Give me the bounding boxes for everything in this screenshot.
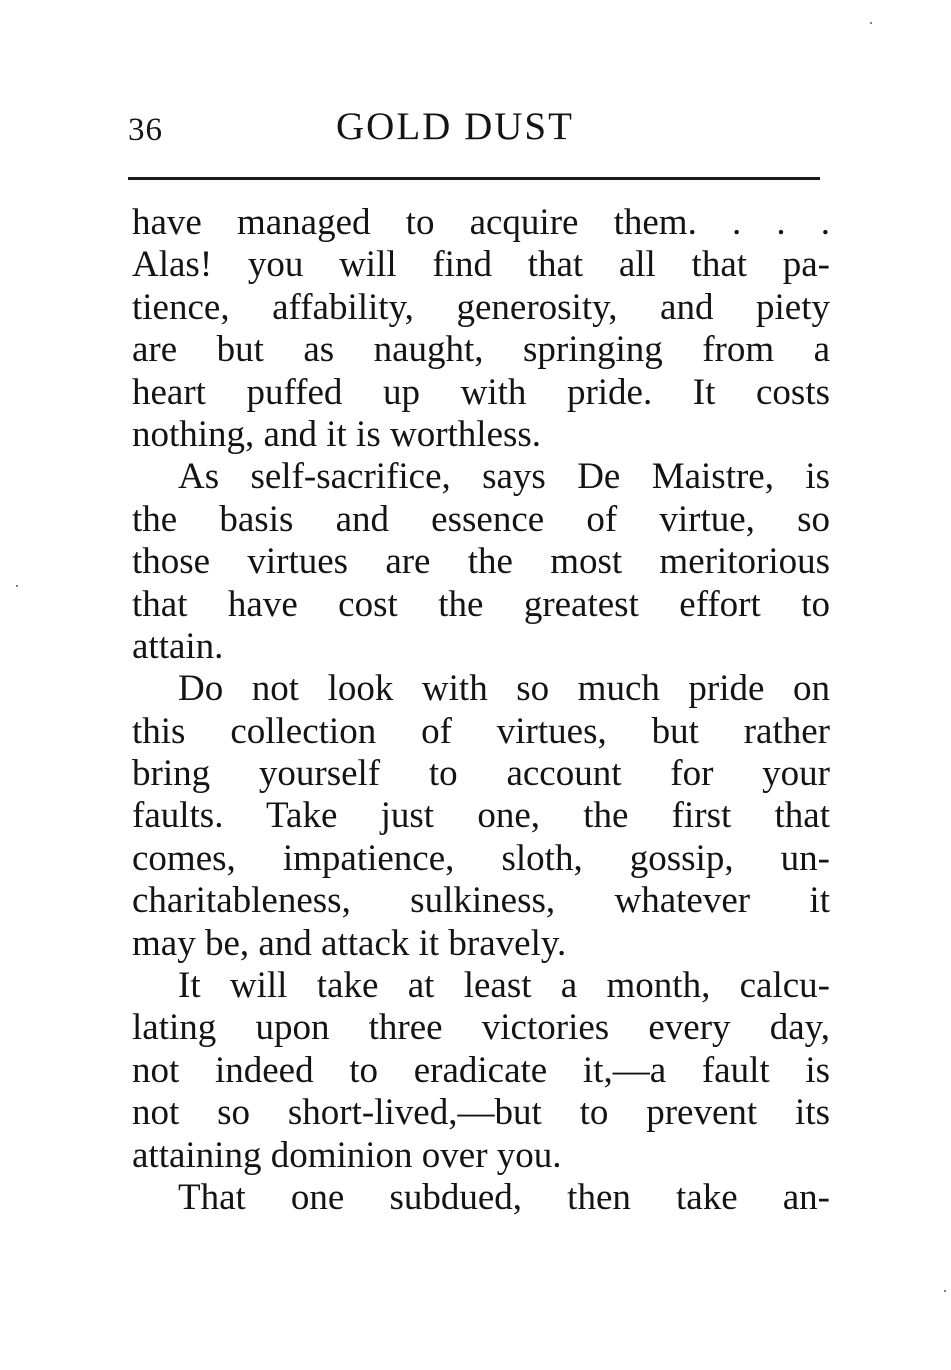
text-line: the basis and essence of virtue, so <box>132 498 830 540</box>
text-line: attaining dominion over you. <box>132 1134 562 1176</box>
text-line: Do not look with so much pride on <box>178 668 830 710</box>
paragraph <box>132 965 830 1177</box>
text-line: attain. <box>132 625 224 667</box>
text-line: bring yourself to account for your <box>132 753 830 795</box>
paper-speck <box>16 585 18 587</box>
text-line: As self-sacrifice, says De Maistre, is <box>178 456 830 498</box>
text-line: heart puffed up with pride. It costs <box>132 371 830 413</box>
running-head <box>128 104 828 160</box>
text-line: comes, impatience, sloth, gossip, un- <box>132 837 830 879</box>
text-line: nothing, and it is worthless. <box>132 413 542 455</box>
page-number: 36 <box>128 112 163 148</box>
text-line: this collection of virtues, but rather <box>132 710 830 752</box>
paragraph <box>132 202 830 456</box>
header-rule <box>128 177 820 180</box>
text-line: have managed to acquire them. . . . <box>132 202 830 243</box>
text-line: are but as naught, springing from a <box>132 329 830 371</box>
text-line: those virtues are the most meritorious <box>132 541 830 583</box>
paper-speck <box>944 1290 946 1292</box>
text-line: not indeed to eradicate it,—a fault is <box>132 1049 830 1091</box>
text-line: Alas! you will find that all that pa- <box>132 244 830 286</box>
paragraph <box>132 668 830 965</box>
paragraph <box>132 1177 830 1219</box>
paragraph <box>132 456 830 668</box>
text-line: not so short-lived,—but to prevent its <box>132 1092 830 1134</box>
text-line: may be, and attack it bravely. <box>132 922 567 964</box>
running-title: GOLD DUST <box>336 105 574 148</box>
text-line: tience, affability, generosity, and piety <box>132 286 830 328</box>
body-text <box>132 202 830 1219</box>
text-line: faults. Take just one, the first that <box>132 795 830 837</box>
text-line: charitableness, sulkiness, whatever it <box>132 880 830 922</box>
text-line: That one subdued, then take an- <box>178 1176 830 1218</box>
paper-speck <box>870 22 872 24</box>
text-line: lating upon three victories every day, <box>132 1007 830 1049</box>
text-line: It will take at least a month, calcu- <box>178 965 830 1007</box>
text-line: that have cost the greatest effort to <box>132 583 830 625</box>
